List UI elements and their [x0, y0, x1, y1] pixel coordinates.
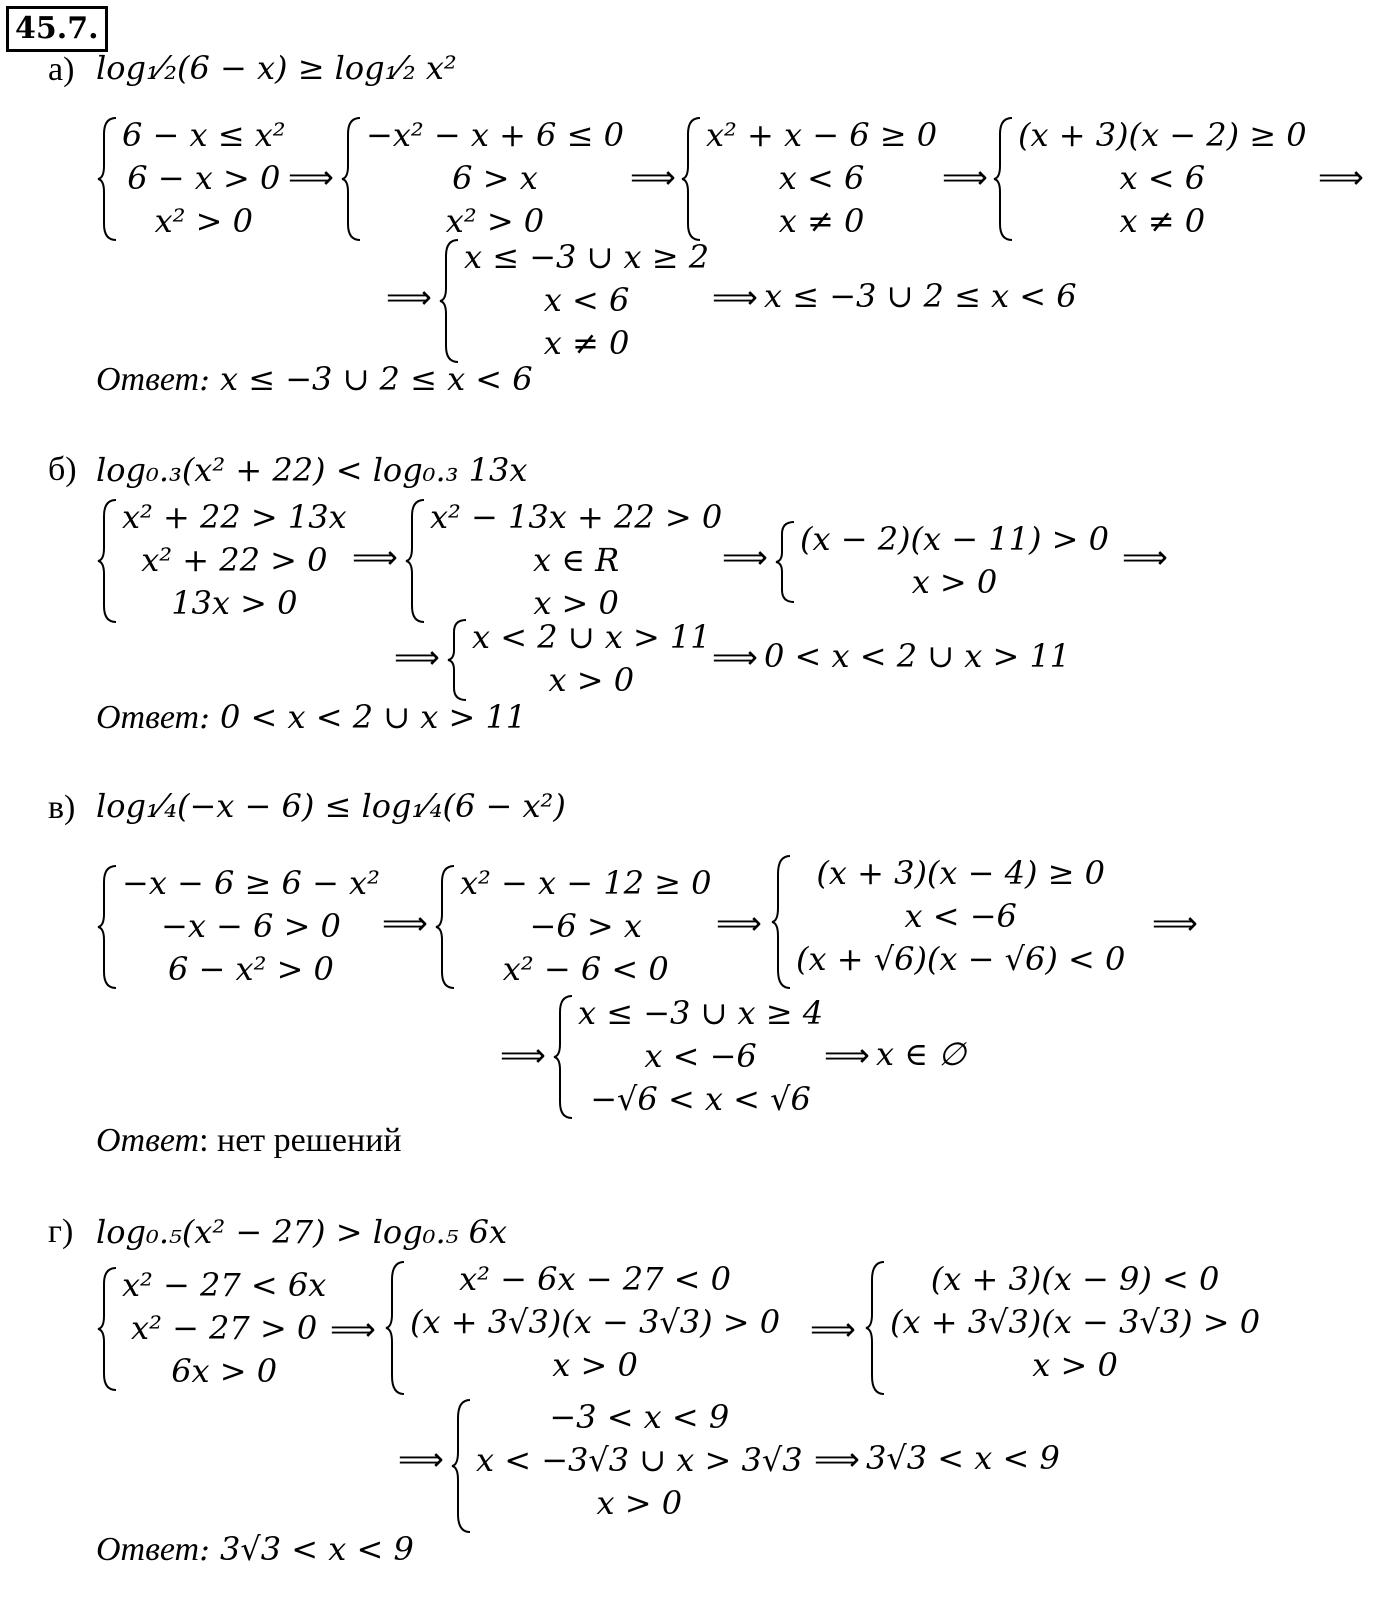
eq-row: x² + 22 > 0	[141, 541, 328, 579]
eq-row: x ≤ −3 ∪ x ≥ 2	[464, 238, 710, 276]
eq-row: 6 − x ≤ x²	[122, 116, 286, 154]
implies-arrow: ⟹	[330, 1310, 376, 1348]
part-g-result: 3√3 < x < 9	[866, 1439, 1060, 1477]
part-v-system-3	[770, 852, 1150, 992]
eq-row: −x − 6 > 0	[161, 907, 341, 945]
eq-row: x < 6	[1119, 159, 1206, 197]
part-a-problem: log₁⁄₂(6 − x) ≥ log₁⁄₂ x²	[96, 49, 457, 87]
part-b-answer	[96, 698, 526, 737]
brace-icon	[96, 862, 118, 992]
eq-row: x² − 27 > 0	[131, 1309, 318, 1347]
eq-row: −x² − x + 6 ≤ 0	[366, 116, 624, 154]
eq-row: (x + 3)(x − 2) ≥ 0	[1018, 116, 1307, 154]
implies-arrow: ⟹	[352, 538, 398, 576]
implies-arrow: ⟹	[712, 278, 758, 316]
part-a-answer	[96, 360, 533, 399]
eq-row: (x + √6)(x − √6) < 0	[796, 940, 1126, 978]
eq-row: x < −3√3 ∪ x > 3√3	[476, 1441, 803, 1479]
eq-row: x < −6	[644, 1037, 757, 1075]
implies-arrow: ⟹	[814, 1440, 860, 1478]
brace-icon	[770, 852, 792, 992]
implies-arrow: ⟹	[716, 904, 762, 942]
implies-arrow: ⟹	[722, 538, 768, 576]
brace-icon	[864, 1258, 886, 1398]
part-a-system-4	[992, 114, 1322, 244]
part-g-system-2	[384, 1258, 814, 1398]
eq-row: x ∈ R	[533, 541, 620, 579]
eq-row: 6 > x	[452, 159, 538, 197]
part-b-system-4	[446, 616, 716, 704]
eq-row: x > 0	[548, 661, 635, 699]
part-v-system-2	[434, 862, 714, 992]
part-v-problem: log₁⁄₄(−x − 6) ≤ log₁⁄₄(6 − x²)	[96, 787, 566, 825]
eq-row: x² − x − 12 ≥ 0	[460, 864, 712, 902]
eq-row: (x + 3√3)(x − 3√3) > 0	[410, 1303, 781, 1341]
part-v-result: x ∈ ∅	[876, 1035, 966, 1073]
answer-word: Ответ	[96, 361, 200, 398]
part-v-system-4	[552, 992, 832, 1122]
part-b-system-3	[774, 518, 1114, 606]
eq-row: x > 0	[1032, 1346, 1118, 1384]
eq-row: x < 2 ∪ x > 11	[472, 618, 711, 656]
answer-word: Ответ	[96, 699, 200, 736]
eq-row: 6 − x² > 0	[168, 950, 334, 988]
eq-row: x < 6	[543, 281, 630, 319]
eq-row: x > 0	[596, 1484, 683, 1522]
implies-arrow: ⟹	[382, 904, 428, 942]
implies-arrow: ⟹	[824, 1036, 870, 1074]
answer-word: Ответ	[96, 1531, 200, 1568]
brace-icon	[774, 518, 796, 606]
brace-icon	[434, 862, 456, 992]
eq-row: −√6 < x < √6	[590, 1080, 811, 1118]
part-v-system-1	[96, 862, 386, 992]
part-g-label: г)	[48, 1213, 74, 1250]
eq-row: x < −6	[904, 897, 1017, 935]
part-a-system-5	[438, 236, 718, 366]
eq-row: x ≤ −3 ∪ x ≥ 4	[578, 994, 824, 1032]
brace-icon	[96, 114, 118, 244]
part-g-system-3	[864, 1258, 1294, 1398]
eq-row: (x + 3)(x − 9) < 0	[930, 1260, 1220, 1298]
eq-row: x² − 13x + 22 > 0	[430, 498, 723, 536]
answer-value: : 0 < x < 2 ∪ x > 11	[199, 698, 527, 736]
eq-row: 6 − x > 0	[127, 159, 281, 197]
part-a-system-2	[340, 114, 630, 244]
brace-icon	[680, 114, 702, 244]
brace-icon	[340, 114, 362, 244]
part-g-problem: log₀.₅(x² − 27) > log₀.₅ 6x	[96, 1213, 508, 1251]
brace-icon	[96, 1264, 118, 1394]
eq-row: x > 0	[552, 1346, 638, 1384]
implies-arrow: ⟹	[810, 1310, 856, 1348]
implies-arrow: ⟹	[386, 278, 432, 316]
answer-value: : 3√3 < x < 9	[199, 1530, 414, 1568]
part-g-system-4	[450, 1396, 830, 1536]
answer-value: : нет решений	[199, 1122, 402, 1159]
part-v-label: в)	[48, 789, 76, 826]
brace-icon	[552, 992, 574, 1122]
eq-row: x² − 6 < 0	[502, 950, 669, 988]
brace-icon	[450, 1396, 472, 1536]
problem-number: 45.7.	[6, 6, 108, 52]
part-b-problem: log₀.₃(x² + 22) < log₀.₃ 13x	[96, 451, 528, 489]
brace-icon	[404, 496, 426, 626]
implies-arrow: ⟹	[1318, 158, 1364, 196]
brace-icon	[384, 1258, 406, 1398]
eq-row: −6 > x	[529, 907, 642, 945]
eq-row: 13x > 0	[171, 584, 298, 622]
eq-row: x² + x − 6 ≥ 0	[706, 116, 938, 154]
part-b-label: б)	[48, 451, 77, 488]
eq-row: x² > 0	[154, 202, 253, 240]
implies-arrow: ⟹	[398, 1440, 444, 1478]
eq-row: −x − 6 ≥ 6 − x²	[122, 864, 380, 902]
implies-arrow: ⟹	[394, 638, 440, 676]
answer-word: Ответ	[96, 1122, 200, 1159]
eq-row: x² − 27 < 6x	[122, 1266, 327, 1304]
eq-row: x² − 6x − 27 < 0	[459, 1260, 731, 1298]
eq-row: (x + 3)(x − 4) ≥ 0	[816, 854, 1105, 892]
part-v-answer	[96, 1122, 402, 1160]
implies-arrow: ⟹	[630, 158, 676, 196]
part-g-system-1	[96, 1264, 336, 1394]
eq-row: x > 0	[911, 563, 998, 601]
brace-icon	[438, 236, 460, 366]
eq-row: x ≠ 0	[778, 202, 865, 240]
eq-row: x² + 22 > 13x	[122, 498, 347, 536]
eq-row: x ≠ 0	[543, 324, 630, 362]
part-b-system-1	[96, 496, 356, 626]
implies-arrow: ⟹	[500, 1036, 546, 1074]
part-b-system-2	[404, 496, 724, 626]
answer-value: : x ≤ −3 ∪ 2 ≤ x < 6	[199, 360, 533, 398]
eq-row: (x + 3√3)(x − 3√3) > 0	[890, 1303, 1261, 1341]
part-b-result: 0 < x < 2 ∪ x > 11	[764, 637, 1071, 675]
brace-icon	[992, 114, 1014, 244]
implies-arrow: ⟹	[1152, 904, 1198, 942]
eq-row: x > 0	[533, 584, 619, 622]
implies-arrow: ⟹	[1122, 538, 1168, 576]
eq-row: x² > 0	[445, 202, 545, 240]
eq-row: x < 6	[778, 159, 865, 197]
part-a-system-3	[680, 114, 940, 244]
brace-icon	[96, 496, 118, 626]
eq-row: −3 < x < 9	[549, 1398, 730, 1436]
part-g-answer	[96, 1530, 414, 1569]
eq-row: 6x > 0	[171, 1352, 278, 1390]
part-a-result: x ≤ −3 ∪ 2 ≤ x < 6	[764, 277, 1077, 315]
implies-arrow: ⟹	[942, 158, 988, 196]
part-a-label: а)	[48, 51, 75, 88]
eq-row: (x − 2)(x − 11) > 0	[800, 520, 1109, 558]
eq-row: x ≠ 0	[1119, 202, 1206, 240]
implies-arrow: ⟹	[288, 158, 334, 196]
implies-arrow: ⟹	[712, 638, 758, 676]
brace-icon	[446, 616, 468, 704]
part-a-system-1	[96, 114, 296, 244]
